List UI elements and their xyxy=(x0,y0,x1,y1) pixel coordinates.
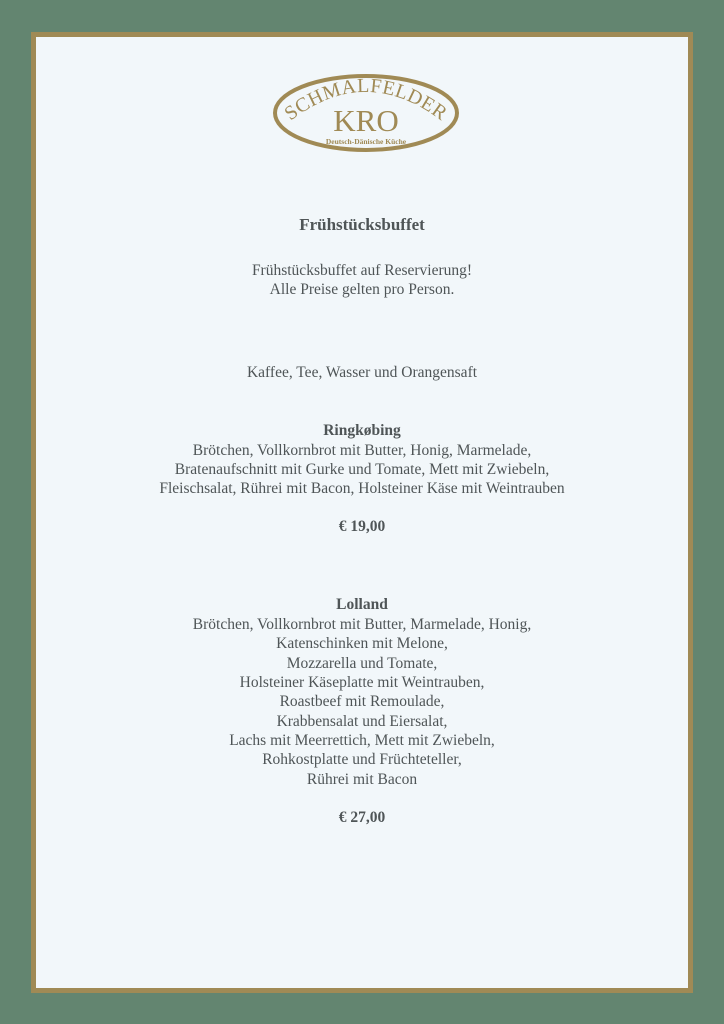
menu-item: Katenschinken mit Melone, xyxy=(276,635,448,652)
menu-item: Lachs mit Meerrettich, Mett mit Zwiebeln, xyxy=(229,732,495,749)
menu-price-lolland: € 27,00 xyxy=(338,809,386,826)
restaurant-logo xyxy=(271,73,461,153)
menu-item: Brötchen, Vollkornbrot mit Butter, Marmelade, Honig, xyxy=(192,616,532,633)
logo-top-text: SCHMALFELDER xyxy=(280,74,452,125)
logo-main-text: KRO xyxy=(333,103,399,138)
menu-item: Bratenaufschnitt mit Gurke und Tomate, Mett mit Zwiebeln, xyxy=(174,461,550,478)
menu-price-ringkobing: € 19,00 xyxy=(338,518,386,535)
menu-name-lolland: Lolland xyxy=(336,596,388,613)
menu-item: Krabbensalat und Eiersalat, xyxy=(276,713,448,730)
menu-item: Rohkostplatte und Früchteteller, xyxy=(262,751,462,768)
menu-item: Mozzarella und Tomate, xyxy=(286,655,438,672)
menu-item: Fleischsalat, Rührei mit Bacon, Holsteiner Käse mit Weintrauben xyxy=(159,480,565,497)
menu-item: Brötchen, Vollkornbrot mit Butter, Honig, Marmelade, xyxy=(192,442,532,459)
intro-line: Frühstücksbuffet auf Reservierung! xyxy=(251,262,473,279)
menu-name-ringkobing: Ringkøbing xyxy=(323,422,401,439)
page-title: Frühstücksbuffet xyxy=(299,215,425,234)
logo-sub-text: Deutsch-Dänische Küche xyxy=(325,137,407,146)
menu-item: Rührei mit Bacon xyxy=(306,771,418,788)
logo-oval-emblem xyxy=(271,73,461,153)
menu-item: Roastbeef mit Remoulade, xyxy=(279,693,445,710)
menu-page xyxy=(31,32,693,993)
menu-item: Holsteiner Käseplatte mit Weintrauben, xyxy=(239,674,485,691)
drinks-line: Kaffee, Tee, Wasser und Orangensaft xyxy=(246,364,478,381)
intro-line: Alle Preise gelten pro Person. xyxy=(269,281,455,298)
